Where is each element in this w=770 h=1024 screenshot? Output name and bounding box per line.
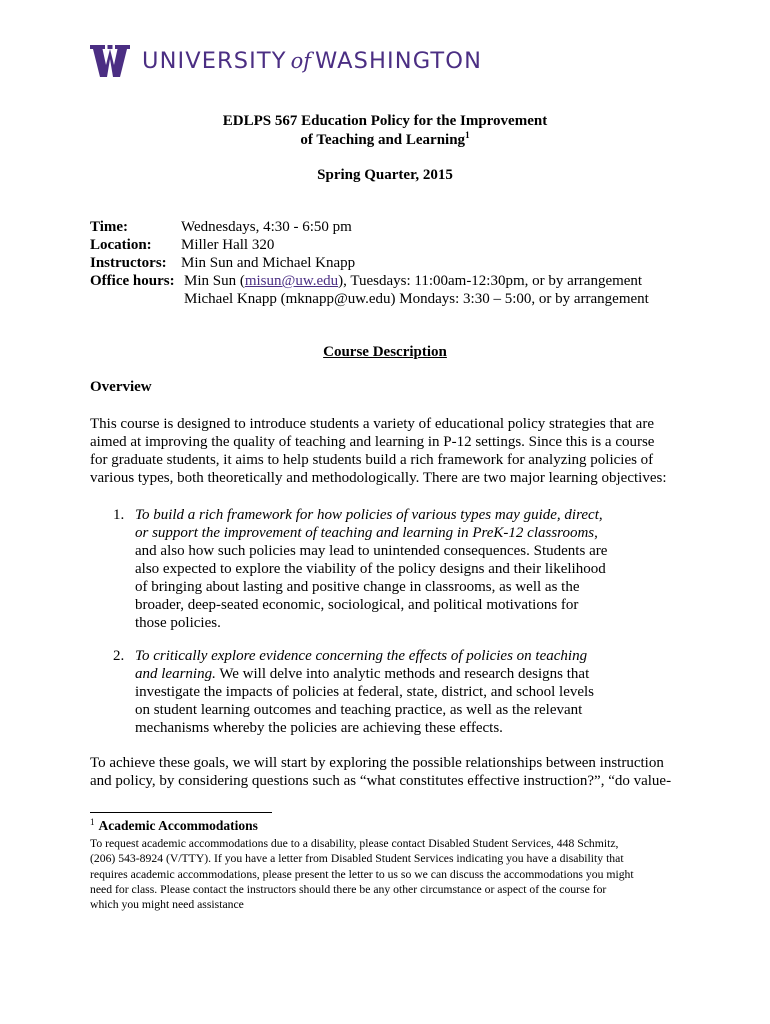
footnote-line: need for class. Please contact the instructors should there be any other circumstance or aspect of the course for: [90, 882, 607, 896]
objective-line: investigate the impacts of policies at federal, state, district, and school levels: [135, 684, 595, 700]
intro-paragraph: [90, 415, 690, 487]
office-sun-prefix: Min Sun (: [184, 273, 245, 289]
course-title: [0, 112, 770, 150]
objective-line: [135, 647, 594, 665]
objective-line: on student learning outcomes and teaching practice, as well as the relevant: [135, 702, 583, 718]
footnote-divider: [90, 812, 272, 813]
office-hours-sun: [184, 272, 642, 290]
closing-line: To achieve these goals, we will start by exploring the possible relationships between instruction: [90, 755, 664, 771]
university-wordmark: [142, 48, 482, 74]
overview-heading: Overview: [90, 379, 152, 395]
objective-line: [135, 665, 594, 683]
objective-italic: To critically explore evidence concerning the effects of policies on teaching: [135, 648, 588, 664]
intro-line: various types, both theoretically and methodologically. There are two major learning objectives:: [90, 470, 667, 486]
footnote-body: [90, 836, 690, 912]
misun-email-link[interactable]: misun@uw.edu: [244, 273, 339, 289]
objective-2-item: [113, 647, 633, 737]
course-term: Spring Quarter, 2015: [317, 167, 453, 183]
objective-italic: To build a rich framework for how policies of various types may guide, direct,: [135, 507, 603, 523]
office-sun-suffix: ), Tuesdays: 11:00am-12:30pm, or by arrangement: [338, 273, 643, 289]
objective-line: [135, 524, 607, 542]
objective-line: of bringing about lasting and positive change in classrooms, as well as the: [135, 579, 580, 595]
course-description-heading: Course Description: [323, 344, 447, 360]
location-label: Location:: [90, 237, 152, 253]
uw-w-icon: [90, 45, 130, 77]
course-title-line2-wrap: [0, 131, 770, 150]
objective-line: mechanisms whereby the policies are achieving these effects.: [135, 720, 503, 736]
closing-line: and policy, by considering questions such as “what constitutes effective instruction?”, “do value-: [90, 773, 672, 789]
intro-line: This course is designed to introduce students a variety of educational policy strategies that are: [90, 416, 654, 432]
time-row: [90, 218, 649, 236]
objective-line: broader, deep-seated economic, sociological, and political motivations for: [135, 597, 579, 613]
objective-rest: We will delve into analytic methods and research designs that: [215, 666, 590, 682]
location-row: [90, 236, 649, 254]
objective-number: 2.: [113, 648, 125, 664]
instructors-label: Instructors:: [90, 255, 167, 271]
footnote: [90, 818, 690, 912]
instructors-row: [90, 254, 649, 272]
course-title-line1: EDLPS 567 Education Policy for the Improvement: [222, 113, 548, 129]
objective-line: [135, 506, 607, 524]
time-value: Wednesdays, 4:30 - 6:50 pm: [181, 219, 352, 235]
footnote-title-row: [90, 818, 690, 834]
objective-1-item: [113, 506, 633, 632]
course-info: [90, 218, 649, 308]
instructors-value: Min Sun and Michael Knapp: [181, 255, 356, 271]
office-hours-label: Office hours:: [90, 273, 175, 289]
footnote-line: requires academic accommodations, please present the letter to us so we can discuss the accommodations you might: [90, 867, 634, 881]
office-hours-knapp: Michael Knapp (mknapp@uw.edu) Mondays: 3:30 – 5:00, or by arrangement: [184, 291, 649, 307]
footnote-line: which you might need assistance: [90, 898, 244, 912]
objective-1: [113, 506, 633, 632]
location-value: Miller Hall 320: [181, 237, 275, 253]
wordmark-university: UNIVERSITY: [142, 48, 287, 74]
objective-rest: ,: [594, 525, 598, 541]
footnote-number: 1: [90, 817, 95, 827]
intro-line: for graduate students, it aims to help students build a rich framework for analyzing policies of: [90, 452, 654, 468]
time-label: Time:: [90, 219, 129, 235]
objective-number: 1.: [113, 507, 125, 523]
university-logo: [90, 43, 482, 79]
course-title-line2: of Teaching and Learning: [300, 132, 466, 148]
objective-2-body: [135, 647, 594, 737]
footnote-line: (206) 543-8924 (V/TTY). If you have a letter from Disabled Student Services indicating you have a disability that: [90, 852, 624, 866]
objective-italic: or support the improvement of teaching and learning in PreK-12 classrooms: [135, 525, 595, 541]
office-hours-row: [90, 272, 649, 290]
objective-italic: and learning.: [135, 666, 216, 682]
objective-line: also expected to explore the viability of the policy designs and their likelihood: [135, 561, 606, 577]
footnote-title: Academic Accommodations: [98, 818, 258, 833]
closing-paragraph: [90, 754, 690, 790]
wordmark-of: of: [290, 49, 312, 73]
wordmark-washington: WASHINGTON: [315, 48, 483, 74]
objective-line: those policies.: [135, 615, 221, 631]
objective-line: and also how such policies may lead to unintended consequences. Students are: [135, 543, 608, 559]
objective-2: [113, 647, 633, 737]
objective-1-body: [135, 506, 607, 632]
intro-line: aimed at improving the quality of teaching and learning in P-12 settings. Since this is a course: [90, 434, 655, 450]
footnote-line: To request academic accommodations due to a disability, please contact Disabled Student Services, 448 Schmitz,: [90, 837, 619, 850]
footnote-ref: 1: [465, 130, 470, 140]
